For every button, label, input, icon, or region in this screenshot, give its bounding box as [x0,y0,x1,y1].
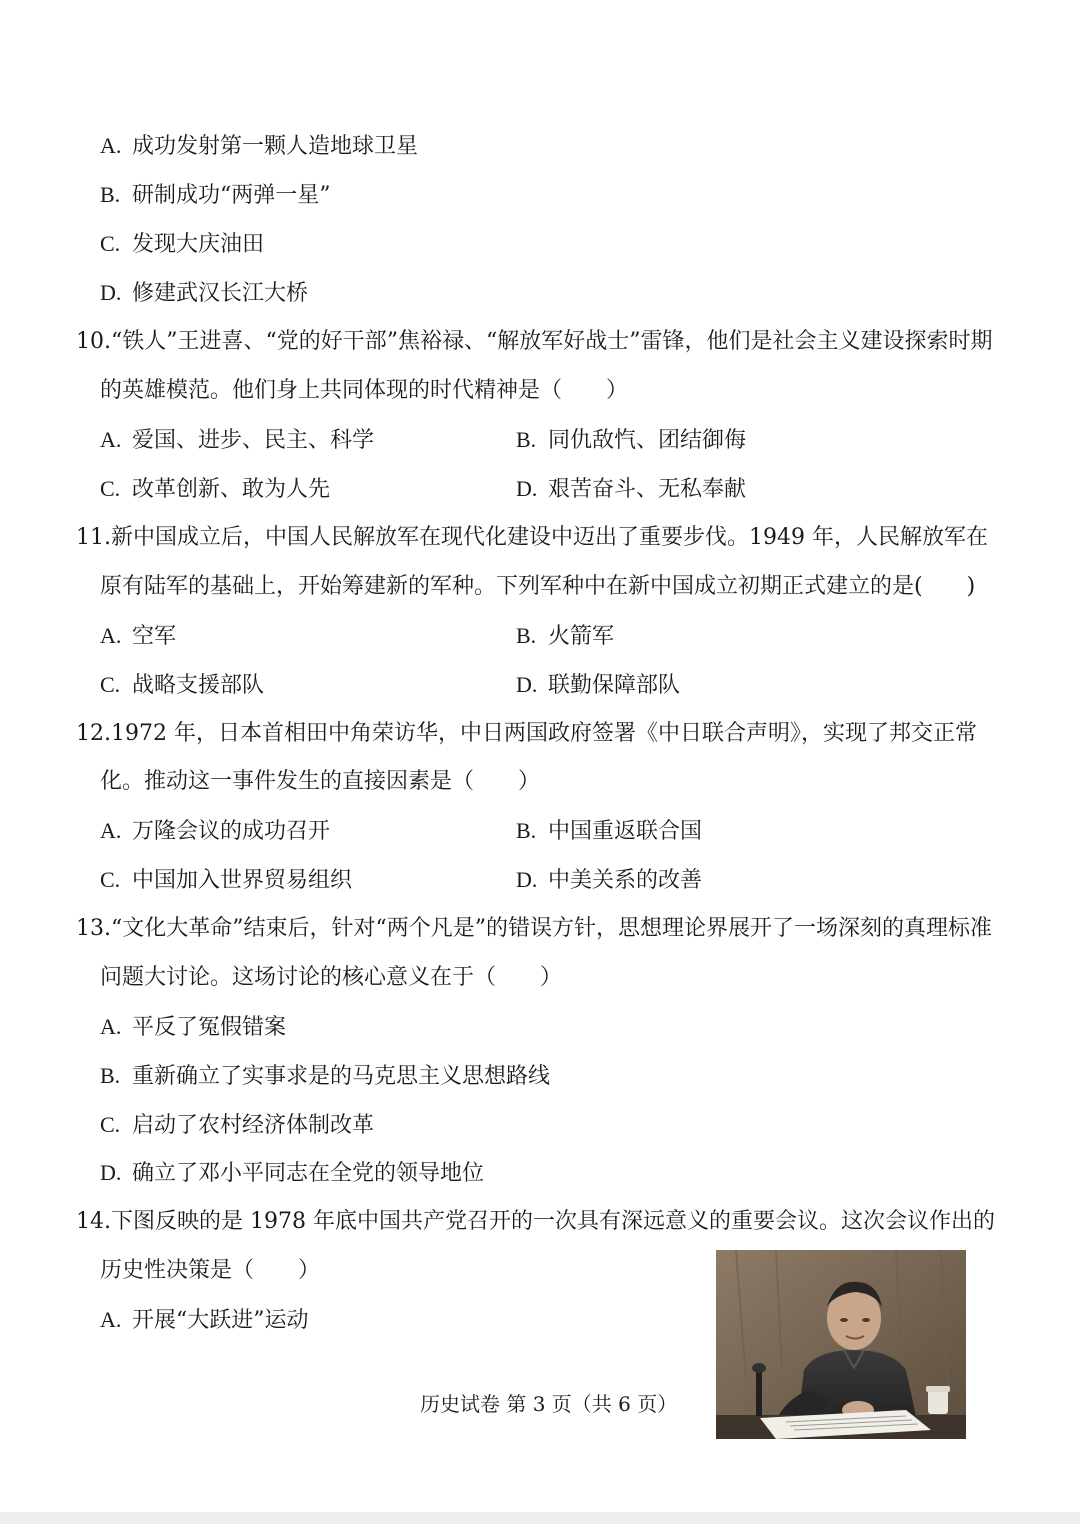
scan-edge [0,1512,1080,1524]
q10-stem-line1: 10.“铁人”王进喜、“党的好干部”焦裕禄、“解放军好战士”雷锋，他们是社会主义建设探索时期 [76,329,993,354]
option-text: 平反了冤假错案 [132,1015,287,1040]
option-text: 空军 [132,624,177,649]
q9-option-a [100,131,418,162]
q11-stem-line1: 11.新中国成立后，中国人民解放军在现代化建设中迈出了重要步伐。1949 年，人民解放军在 [76,525,988,550]
option-key: B. [516,818,537,843]
page-footer: 历史试卷 第 3 页（共 6 页） [420,1392,678,1416]
option-key: D. [516,867,538,892]
option-text: 研制成功“两弹一星” [132,183,331,208]
option-text: 中美关系的改善 [548,868,703,893]
q10-option-b [516,425,746,456]
option-key: C. [100,231,121,256]
q12-stem-line2: 化。推动这一事件发生的直接因素是（ ） [100,769,541,794]
option-text: 启动了农村经济体制改革 [132,1113,375,1138]
option-key: A. [100,818,122,843]
q10-stem-line2: 的英雄模范。他们身上共同体现的时代精神是（ ） [100,378,629,403]
historical-photo [716,1250,966,1439]
option-text: 爱国、进步、民主、科学 [132,428,375,453]
option-text: 发现大庆油田 [132,232,265,257]
q12-option-c [100,865,352,896]
q10-option-d [516,474,746,505]
q13-stem-line2: 问题大讨论。这场讨论的核心意义在于（ ） [100,965,563,990]
option-text: 开展“大跃进”运动 [132,1308,309,1333]
q14-stem-line2: 历史性决策是（ ） [100,1258,321,1283]
q13-option-c [100,1110,374,1141]
option-key: B. [516,427,537,452]
option-key: B. [100,182,121,207]
q13-option-a [100,1012,286,1043]
option-text: 确立了邓小平同志在全党的领导地位 [132,1161,485,1186]
option-key: A. [100,623,122,648]
option-key: C. [100,476,121,501]
q11-stem-line2: 原有陆军的基础上，开始筹建新的军种。下列军种中在新中国成立初期正式建立的是( ) [100,574,976,599]
option-key: A. [100,1307,122,1332]
option-key: C. [100,1112,121,1137]
q13-option-b [100,1061,550,1092]
option-key: A. [100,133,122,158]
option-text: 改革创新、敢为人先 [132,477,331,502]
option-key: B. [100,1063,121,1088]
q12-stem-line1: 12.1972 年，日本首相田中角荣访华，中日两国政府签署《中日联合声明》，实现了邦交正常 [76,721,977,746]
option-key: C. [100,672,121,697]
option-key: B. [516,623,537,648]
option-text: 联勤保障部队 [548,673,681,698]
q9-option-d [100,278,308,309]
option-text: 中国加入世界贸易组织 [132,868,353,893]
photo-illustration [716,1250,966,1439]
q14-option-a [100,1305,309,1336]
option-text: 重新确立了实事求是的马克思主义思想路线 [132,1064,551,1089]
q13-stem-line1: 13.“文化大革命”结束后，针对“两个凡是”的错误方针，思想理论界展开了一场深刻的真理标准 [76,916,992,941]
q11-option-d [516,670,680,701]
option-key: A. [100,1014,122,1039]
option-key: D. [516,672,538,697]
q12-option-b [516,816,702,847]
option-text: 万隆会议的成功召开 [132,819,331,844]
option-key: D. [516,476,538,501]
option-text: 火箭军 [548,624,615,649]
option-text: 艰苦奋斗、无私奉献 [548,477,747,502]
option-key: C. [100,867,121,892]
q11-option-c [100,670,264,701]
option-text: 成功发射第一颗人造地球卫星 [132,134,419,159]
q10-option-a [100,425,374,456]
option-key: A. [100,427,122,452]
q11-option-b [516,621,614,652]
option-text: 同仇敌忾、团结御侮 [548,428,747,453]
q10-option-c [100,474,330,505]
q12-option-a [100,816,330,847]
q11-option-a [100,621,176,652]
q13-option-d [100,1158,484,1189]
q12-option-d [516,865,702,896]
q9-option-c [100,229,264,260]
option-text: 战略支援部队 [132,673,265,698]
option-text: 中国重返联合国 [548,819,703,844]
option-key: D. [100,280,122,305]
option-text: 修建武汉长江大桥 [132,281,309,306]
q14-stem-line1: 14.下图反映的是 1978 年底中国共产党召开的一次具有深远意义的重要会议。这次会议作出的 [76,1209,995,1234]
q9-option-b [100,180,331,211]
option-key: D. [100,1160,122,1185]
